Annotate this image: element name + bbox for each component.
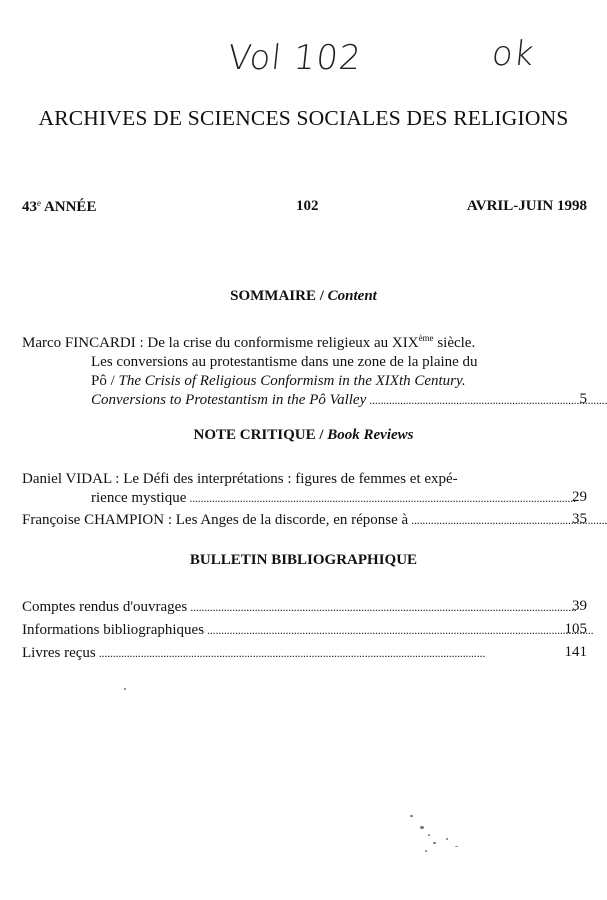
scan-speck	[428, 834, 430, 836]
vidal-line-2-text: rience mystique	[91, 490, 187, 506]
scan-speck	[425, 850, 427, 852]
scan-speck	[410, 815, 413, 817]
scan-speck	[124, 688, 126, 690]
fincardi-line-4-italic: Conversions to Protestantism in the Pô Valley	[91, 392, 367, 408]
dot-leader	[99, 645, 484, 661]
comptes-page-number: 39	[572, 598, 587, 614]
fincardi-line-1-end: siècle.	[433, 335, 476, 351]
journal-title: ARCHIVES DE SCIENCES SOCIALES DES RELIGIONS	[38, 106, 569, 130]
fincardi-line-3-italic: The Crisis of Religious Conformism in the XIXth Century.	[118, 373, 466, 389]
year-superscript: e	[37, 198, 41, 208]
scan-speck	[433, 842, 436, 844]
toc-entry-livres	[22, 644, 570, 663]
comptes-line	[22, 598, 570, 617]
year-number: 43	[22, 199, 37, 215]
scan-speck	[446, 838, 448, 840]
note-critique-heading	[0, 427, 607, 444]
year-label	[22, 198, 96, 216]
bulletin-heading: BULLETIN BIBLIOGRAPHIQUE	[189, 552, 418, 568]
vidal-line-1: Daniel VIDAL : Le Défi des interprétations : figures de femmes et expé-	[22, 471, 458, 487]
informations-page-number: 105	[564, 621, 587, 637]
livres-label: Livres reçus	[22, 645, 96, 661]
toc-entry-comptes	[22, 598, 570, 617]
sommaire-title: SOMMAIRE	[230, 288, 316, 304]
issue-number: 102	[296, 198, 319, 214]
scan-speck	[455, 846, 458, 847]
fincardi-line-1	[22, 334, 570, 353]
toc-entry-vidal	[22, 470, 570, 508]
toc-entry-champion	[22, 511, 570, 530]
sommaire-subtitle: Content	[327, 288, 377, 304]
dot-leader	[207, 622, 592, 638]
livres-page-number: 141	[564, 644, 587, 660]
note-critique-subtitle: Book Reviews	[327, 427, 414, 443]
champion-line-1-text: Françoise CHAMPION : Les Anges de la discorde, en réponse à	[22, 512, 409, 528]
toc-entry-informations	[22, 621, 570, 640]
handwritten-ok-note: ok	[489, 34, 537, 74]
fincardi-line-2: Les conversions au protestantisme dans une zone de la plaine du	[91, 354, 478, 370]
toc-entry-fincardi	[22, 334, 570, 410]
fincardi-page-number: 5	[579, 391, 587, 407]
vidal-page-number: 29	[572, 489, 587, 505]
informations-label: Informations bibliographiques	[22, 622, 205, 638]
champion-page-number: 35	[572, 511, 587, 527]
issue-date: AVRIL-JUIN 1998	[466, 198, 587, 214]
year-word: ANNÉE	[43, 199, 97, 215]
informations-line	[22, 621, 570, 640]
sommaire-heading	[0, 288, 607, 305]
dot-leader	[189, 490, 574, 506]
sommaire-separator: /	[315, 288, 328, 304]
note-critique-title: NOTE CRITIQUE	[193, 427, 316, 443]
note-critique-separator: /	[315, 427, 328, 443]
handwritten-volume-note: Vol 102	[225, 38, 364, 78]
fincardi-line-3	[22, 372, 570, 391]
comptes-label: Comptes rendus d'ouvrages	[22, 599, 188, 615]
scan-speck	[420, 826, 424, 829]
dot-leader	[190, 599, 575, 615]
livres-line	[22, 644, 570, 663]
vidal-line-2	[22, 489, 570, 508]
fincardi-line-1-sup: ème	[418, 333, 434, 343]
fincardi-line-4	[22, 391, 570, 410]
fincardi-line-1-text: Marco FINCARDI : De la crise du conformisme religieux au XIX	[22, 335, 419, 351]
champion-line-1	[22, 511, 570, 530]
fincardi-line-3-text: Pô /	[91, 373, 119, 389]
